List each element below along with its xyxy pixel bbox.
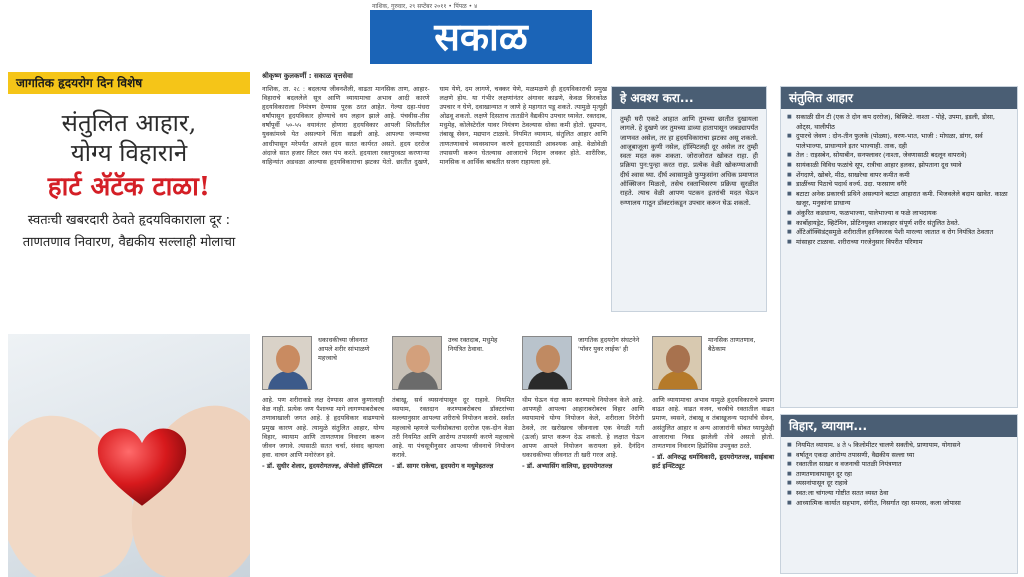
diet-item: ■ डाळींच्या पिठाचे पदार्थ वर्ज्य. उदा. फरसाण वगैरे bbox=[787, 180, 1011, 190]
expert-portrait bbox=[262, 336, 312, 390]
expert-portrait bbox=[522, 336, 572, 390]
diet-item: ■ कार्बोहायड्रेट, व्हिटॅमिन, प्रोटिनयुक्त शाकाहार संपूर्ण शरीर संतुलित ठेवते. bbox=[787, 219, 1011, 229]
portrait-face bbox=[276, 345, 300, 373]
expert-quote bbox=[652, 336, 776, 577]
expert-intro: जागतिक हृदयरोग संघटनेने 'पॉवर युवर लाईफ' ही bbox=[578, 336, 640, 353]
dateline: नाशिक, गुरुवार, २९ सप्टेंबर २०११ • पिंपळ • ४ bbox=[372, 3, 478, 10]
diet-list bbox=[781, 109, 1017, 251]
expert-intro: मानसिक ताणतणाव, बैठेकाम bbox=[708, 336, 756, 353]
exercise-item: ■ ताणतणावापासून दूर रहा bbox=[787, 470, 1011, 480]
portrait-face bbox=[666, 345, 690, 373]
headline-line-2: योग्य विहाराने bbox=[70, 139, 188, 167]
diet-item: ■ तेल : राइसबेन, सोयाबीन, सनफ्लावर (नाश्ता, जेवणासाठी बदलून वापरावे) bbox=[787, 151, 1011, 161]
expert-signature: - डॉ. अनिरुद्ध धर्माधिकारी, हृदयरोगतज्ज्ञ, साईबाबा हार्ट इन्स्टिट्यूट bbox=[652, 453, 774, 471]
headline-line-1: संतुलित आहार, bbox=[61, 109, 197, 137]
masthead-logo: सकाळ bbox=[370, 10, 592, 64]
article-byline: श्रीकृष्ण कुलकर्णी : सकाळ वृत्तसेवा bbox=[262, 72, 353, 80]
expert-quote bbox=[262, 336, 386, 577]
notice-box bbox=[611, 86, 767, 312]
exercise-box-title: विहार, व्यायाम... bbox=[781, 415, 1017, 437]
diet-item: ■ अंकुरित कडधान्य, फळभाज्या, पालेभाज्या व फळे लाभदायक bbox=[787, 209, 1011, 219]
portrait-body bbox=[658, 371, 698, 390]
diet-item: ■ सकाळी ग्रीन टी (एक ते दोन कप दररोज), बिस्किटे. नाश्ता - पोहे, उपमा, इडली, डोसा, ओट्स, थालीपीठ bbox=[787, 113, 1011, 132]
notice-box-body: तुम्ही घरी एकटे आहात आणि तुमच्या छातीत दुखायला लागले. हे दुखणे जर तुमच्या डाव्या हातापासून जबड्यापर्यंत जाणवत असेल, तर हा हृदयविकाराचा झटका असू शकतो. आजूबाजूला कुणी नसेल, हॉस्पिटलही दूर असेल तर तुम्ही स्वतः मदत करू शकता. जोराजोरात खोकत राहा. ही प्रक्रिया पुन:पुन्हा करत राहा. प्रत्येक वेळी खोकण्याआधी दीर्घ श्वास घ्या. दीर्घ श्वासामुळे फुप्फुसांना अधिक प्रमाणात ऑक्सिजन मिळतो, तसेच रक्ताभिसरण प्रक्रिया सुरळीत राहते. त्याच वेळी आपण पटकन इतरांची मदत घेऊन रुग्णालय गाठून डॉक्टरांकडून उपचार करून घेऊ शकतो. bbox=[620, 115, 758, 207]
feature-headline bbox=[8, 108, 250, 204]
expert-intro: उच्च रक्तदाब, मधुमेह नियंत्रित ठेवावा. bbox=[448, 336, 498, 353]
expert-text: थीम घेऊन यंदा काम करण्याचे नियोजन केले आहे. आपणही आपल्या आहाराबरोबरच विहार आणि व्यायामाचे योग्य नियोजन केले, शरीराला निरोगी ठेवले, तर खरोखरच जीवनाला एक वेगळी गती (ऊर्जा) प्राप्त करून देऊ शकतो. हे लक्षात घेऊन आपण आपले नियोजन करायला हवे. दैनंदिन धकाधकीच्या जीवनात ती खरी गरज आहे. bbox=[522, 396, 644, 460]
feature-column bbox=[8, 72, 250, 577]
expert-signature: - डॉ. अभ्यासिंग वालिया, हृदयरोगतज्ज्ञ bbox=[522, 462, 613, 471]
diet-item: ■ मांसाहार टाळावा. शरीराच्या गरजेनुसार विपरीत परिणाम bbox=[787, 238, 1011, 248]
expert-text: आहे. पण शरीराकडे लक्ष देण्यास आज कुणालाही वेळ नाही. प्रत्येक जण पैशाच्या मागे लागण्याबरोबरच तणावाखाली जगत आहे. हे हृदयविकार वाढण्याचे प्रमुख कारण आहे. त्यामुळे संतुलित आहार, योग्य विहार, व्यायाम आणि ताणतणाव निवारण करून जीवन जगावे. त्यासाठी सतत चर्चा, संवाद व्हायला हवा. वाचन आणि मनोरंजन हवे. bbox=[262, 396, 384, 460]
expert-signature: - डॉ. सागर राकेचा, हृदयरोग व मधुमेहतज्ज्ञ bbox=[392, 462, 494, 471]
expert-quotes bbox=[262, 336, 772, 577]
diet-item: ■ शेंगदाणे, खोबरे, मीठ, साखरेचा वापर कमीत कमी bbox=[787, 171, 1011, 181]
red-heart-icon bbox=[96, 426, 188, 510]
exercise-item: ■ व्यसनांपासून दूर राहावे bbox=[787, 479, 1011, 489]
expert-body bbox=[522, 396, 644, 472]
feature-tag: जागतिक हृदयरोग दिन विशेष bbox=[8, 72, 250, 94]
expert-body bbox=[652, 396, 774, 472]
expert-text: आणि व्यायामाचा अभाव यामुळे हृदयविकाराचे प्रमाण वाढत आहे. वाढत वजन, चरबीचे रक्तातील वाढत प्रमाण, व्यसने, तंबाखू व तंबाखूजन्य पदार्थांचे सेवन, असंतुलित आहार व अन्य आजारांनी सोबत घ्यायुळेही आजाराचा निवड झालेली तोवे असतो होतो. ताणतणाव निवारण हिप्नोसिस उपयुक्त ठरते. bbox=[652, 396, 774, 451]
expert-intro: धकाधकीच्या जीवनात आपले शरीर सांभाळणे महत्त्वाचे bbox=[318, 336, 370, 362]
exercise-item: ■ रक्तातील साखर व वजनाची पातळी नियंत्रणात bbox=[787, 460, 1011, 470]
exercise-item: ■ वर्षातून एकदा आरोग्य तपासणी, वैद्यकीय सल्ला घ्या bbox=[787, 451, 1011, 461]
portrait-face bbox=[406, 345, 430, 373]
exercise-item: ■ आध्यात्मिक कार्यात सहभाग, संगीत, निसर्गात रहा समरस, कला जोपासा bbox=[787, 499, 1011, 509]
exercise-list bbox=[781, 437, 1017, 512]
diet-box-title: संतुलित आहार bbox=[781, 87, 1017, 109]
portrait-body bbox=[398, 371, 438, 390]
expert-text: तंबाखू, सर्व व्यसनांपासून दूर राहावे. नियमित व्यायाम, रक्तदान करण्याबरोबरच डॉक्टरांच्या सल्ल्यानुसार आपल्या शरीराचे नियोजन करावे. सर्वात महत्त्वाचे म्हणजे पत्नीसोबतचा दररोज एक-दोन वेळा तरी नियमित आणि आरोग्य तपासणी करणे महत्त्वाचे आहे. या पंचसूत्रीनुसार आपल्या जीवनाचे नियोजन करावे. bbox=[392, 396, 514, 460]
portrait-body bbox=[268, 371, 308, 390]
expert-portrait bbox=[652, 336, 702, 390]
exercise-item: ■ नियमित व्यायाम. ४ ते ५ किलोमीटर चालणे सक्तीचे, प्राणायाम, योगासने bbox=[787, 441, 1011, 451]
diet-item: ■ ॲंटिऑक्सिडंट्समुळे शरीरातील हानिकारक पेशी मारल्या जातात व रोग नियंत्रित ठेवतात bbox=[787, 228, 1011, 238]
feature-subhead: स्वतःची खबरदारी ठेवते हृदयविकाराला दूर : ताणतणाव निवारण, वैद्यकीय सल्लाही मोलाचा bbox=[22, 213, 236, 250]
diet-box bbox=[780, 86, 1018, 408]
expert-signature: - डॉ. सुधीर शेलार, हृदयरोगतज्ज्ञ, ॲपोलो हॉस्पिटल bbox=[262, 462, 383, 471]
diet-item: ■ दुपारचे जेवण : दोन-तीन फुलके (पोळ्या), वरण-भात, भाजी : मोघळा, डांगर, सर्व पालेभाज्या, प्राधान्याने इतर भाज्याही. ताक, दही bbox=[787, 132, 1011, 151]
diet-item: ■ बटाटा अनेक प्रकारची प्रथिने असल्याने बटाटा आहारात कमी. भिजवलेले बदाम खावेत. काळा खजूर, मनुकांना प्राधान्य bbox=[787, 190, 1011, 209]
heart-in-hands-photo bbox=[8, 334, 250, 577]
article-body: नाशिक, ता. २८ : बदलत्या जीवनशैली, वाढता मानसिक ताण, आहार-विहाराचे बदललेले सूत्र आणि व्यायामाचा अभाव आदी कारणे हृदयविकाराला निमंत्रण देण्यास पूरक ठरत आहेत. गेल्या दहा-पंधरा वर्षांपासून हृदयविकार होण्याचे वय लहान झाले आहे. पंचवीस-तीस वर्षांपूर्वी ५०-५५ वयानंतर होणारा हृदयविकार आपली शिस्तीतील युवकांमध्ये येत असल्याने चिंता वाढली आहे. आपल्या जन्माच्या आधीपासून मरेपर्यंत आपले हृदय सतत कार्यरत असते. हृदय दररोज अंदाजे सात हजार लिटर रक्त पंप करते. हृदयाला रक्तपुरवठा करणाऱ्या वाहिन्यांत अडथळा आल्यास हृदयविकाराचा झटका येतो. छातीत दुखणे, घाम येणे, दम लागणे, चक्कर येणे, मळमळणे ही हृदयविकाराची प्रमुख लक्षणे होय. या गंभीर लक्षणांनंतर अंगावर काढणे, केवळ किरकोळ उपचार न घेणे, दवाखान्यात न जाणे हे महागात पडू शकते. त्यामुळे मृत्यूही ओढवू शकतो. लक्षणे दिसताच तातडीने वैद्यकीय उपचार घ्यावेत. रक्तदाब, मधुमेह, कोलेस्टेरॉल यावर नियंत्रण ठेवल्यास धोका कमी होतो. धूम्रपान, तंबाखू सेवन, मद्यपान टाळावे. नियमित व्यायाम, संतुलित आहार आणि ताणतणावाचे व्यवस्थापन करणे हृदयासाठी आवश्यक आहे. वेळोवेळी तपासणी करून घेतल्यास आजाराचे निदान लवकर होते. शारीरिक, मानसिक व आर्थिक बाबतीत सजग राहायला हवे. bbox=[262, 85, 607, 166]
expert-body bbox=[262, 396, 384, 472]
diet-item: ■ सायंकाळी विविध फळांचे सूप, रात्रीचा आहार हलका, झोपताना दूध घ्यावे bbox=[787, 161, 1011, 171]
exercise-box bbox=[780, 414, 1018, 574]
expert-body bbox=[392, 396, 514, 472]
exercise-item: ■ स्वत:ला चांगल्या गोष्टीत सतत व्यस्त ठेवा bbox=[787, 489, 1011, 499]
notice-box-title: हे अवश्य करा... bbox=[612, 87, 766, 109]
portrait-body bbox=[528, 371, 568, 390]
portrait-face bbox=[536, 345, 560, 373]
main-article bbox=[262, 72, 607, 334]
expert-quote bbox=[522, 336, 646, 577]
expert-portrait bbox=[392, 336, 442, 390]
headline-line-3: हार्ट अ‍ॅटॅक टाळा! bbox=[47, 172, 211, 202]
expert-quote bbox=[392, 336, 516, 577]
